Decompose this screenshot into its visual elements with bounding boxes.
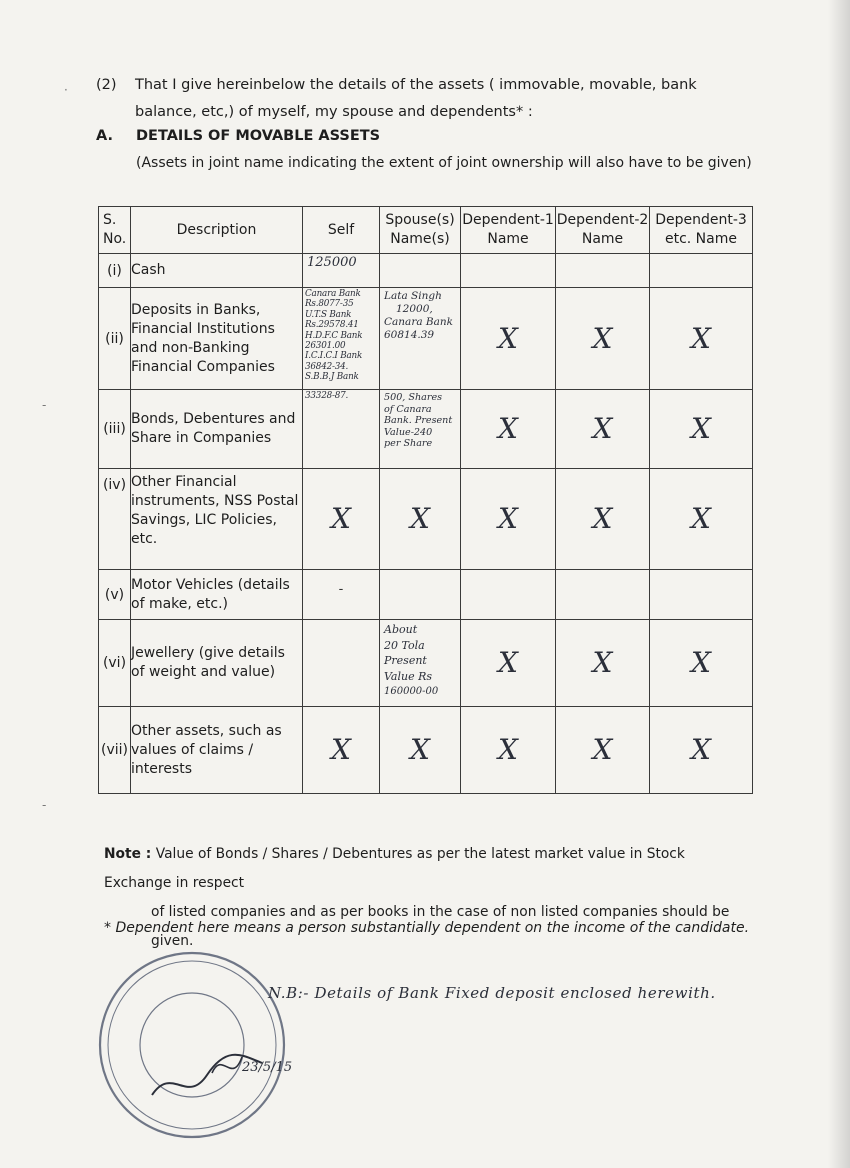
handwritten-line: H.D.F.C Bank <box>305 330 363 341</box>
cell-spouse <box>380 620 461 707</box>
cell-self <box>303 620 380 707</box>
cross-mark: X <box>691 412 711 445</box>
header-dependent-3: Dependent-3 etc. Name <box>650 207 753 254</box>
signature-date: 23/5/15 <box>242 1060 292 1075</box>
cross-mark: X <box>691 502 711 535</box>
section-letter: A. <box>96 128 113 144</box>
cell-dependent-2 <box>556 620 650 707</box>
cell-spouse <box>380 469 461 570</box>
row-number: (vii) <box>99 707 131 794</box>
header-self: Self <box>303 207 380 254</box>
handwritten-line: 12000, <box>396 303 433 315</box>
margin-dot: - <box>42 398 47 412</box>
cell-spouse <box>380 254 461 288</box>
cross-mark: X <box>592 321 613 355</box>
handwritten-line: 60814.39 <box>384 329 435 341</box>
cross-mark: X <box>691 733 711 766</box>
cell-dependent-1 <box>461 707 556 794</box>
table-row <box>99 288 753 390</box>
note-text-line-2: of listed companies and as per books in the case of non listed companies should be given. <box>151 904 730 949</box>
handwritten-line: per Share <box>384 438 433 449</box>
cross-mark: X <box>410 733 430 766</box>
cross-mark: X <box>691 646 711 679</box>
margin-dot: - <box>42 798 47 812</box>
header-dependent-2: Dependent-2 Name <box>556 207 650 254</box>
seal-outer-ring <box>100 953 284 1137</box>
table-row <box>99 707 753 794</box>
cross-mark: X <box>498 321 518 355</box>
row-description: Motor Vehicles (details of make, etc.) <box>131 570 303 620</box>
cell-dependent-3 <box>650 390 753 469</box>
handwritten-line: 160000-00 <box>384 686 439 697</box>
handwritten-line: 20 Tola <box>384 638 425 652</box>
cell-dependent-1 <box>461 469 556 570</box>
row-number: (vi) <box>99 620 131 707</box>
seal-center-ring <box>140 993 244 1097</box>
cell-self <box>303 390 380 469</box>
row-number: (v) <box>99 570 131 620</box>
movable-assets-table <box>98 206 753 794</box>
cell-dependent-3 <box>650 254 753 288</box>
cell-dependent-1 <box>461 254 556 288</box>
cross-mark: X <box>331 733 351 766</box>
official-seal-stamp <box>92 945 292 1145</box>
assets-intro-paragraph <box>96 72 736 126</box>
handwritten-spouse-shares <box>380 390 460 452</box>
cross-mark: X <box>498 733 518 766</box>
table-row <box>99 620 753 707</box>
cross-mark: X <box>592 733 613 766</box>
cross-mark: X <box>498 646 518 679</box>
table-row <box>99 390 753 469</box>
dash-mark: - <box>338 582 344 597</box>
cell-dependent-3 <box>650 570 753 620</box>
dependent-footnote: * Dependent here means a person substantially dependent on the income of the candidate. <box>104 920 750 936</box>
valuation-note <box>104 840 754 956</box>
header-dependent-1: Dependent-1 Name <box>461 207 556 254</box>
cell-dependent-3 <box>650 707 753 794</box>
row-description: Other Financial instruments, NSS Postal Savings, LIC Policies, etc. <box>131 469 303 570</box>
handwritten-line: About <box>384 623 418 636</box>
cell-spouse <box>380 288 461 390</box>
cell-dependent-2 <box>556 288 650 390</box>
cell-spouse <box>380 707 461 794</box>
handwritten-line: Present <box>384 654 427 667</box>
cell-dependent-1 <box>461 288 556 390</box>
cross-mark: X <box>592 412 613 445</box>
handwritten-line: of Canara <box>384 403 432 415</box>
row-number: (iv) <box>99 469 131 570</box>
cell-dependent-2 <box>556 570 650 620</box>
row-number: (ii) <box>99 288 131 390</box>
handwritten-jewellery <box>380 620 460 702</box>
cross-mark: X <box>691 321 711 355</box>
paragraph-number: (2) <box>96 77 117 93</box>
row-description: Cash <box>131 254 303 288</box>
cell-dependent-1 <box>461 390 556 469</box>
row-description: Deposits in Banks, Financial Institutions and non-Banking Financial Companies <box>131 288 303 390</box>
handwritten-line: S.B.B.J Bank <box>305 372 359 383</box>
table-row <box>99 570 753 620</box>
row-number: (i) <box>99 254 131 288</box>
header-spouse: Spouse(s) Name(s) <box>380 207 461 254</box>
section-note: (Assets in joint name indicating the extent of joint ownership will also have to be given) <box>136 155 752 171</box>
cell-dependent-2 <box>556 254 650 288</box>
handwritten-line: I.C.I.C.I Bank <box>305 351 363 362</box>
handwritten-spouse-deposit <box>380 288 460 344</box>
cell-dependent-2 <box>556 707 650 794</box>
handwritten-line: Bank. Present <box>384 415 453 426</box>
handwritten-line: Rs.29578.41 <box>305 320 359 331</box>
handwritten-line: 36842-34. <box>305 361 349 372</box>
row-description: Jewellery (give details of weight and value) <box>131 620 303 707</box>
cell-self <box>303 570 380 620</box>
handwritten-value: 125000 <box>307 255 357 270</box>
handwritten-line: Rs.8077-35 <box>305 299 354 310</box>
table-row <box>99 254 753 288</box>
row-description: Other assets, such as values of claims / interests <box>131 707 303 794</box>
cell-dependent-1 <box>461 570 556 620</box>
cell-spouse <box>380 390 461 469</box>
cell-dependent-1 <box>461 620 556 707</box>
margin-dot: · <box>64 83 68 97</box>
cross-mark: X <box>331 502 351 535</box>
handwritten-line: 26301.00 <box>305 341 346 352</box>
row-description: Bonds, Debentures and Share in Companies <box>131 390 303 469</box>
cell-self <box>303 254 380 288</box>
note-text-line-1: Value of Bonds / Shares / Debentures as per the latest market value in Stock Exchange in respect <box>104 846 685 891</box>
cell-dependent-3 <box>650 469 753 570</box>
cell-self <box>303 707 380 794</box>
handwritten-line: Canara Bank <box>384 316 454 328</box>
cell-spouse <box>380 570 461 620</box>
header-description: Description <box>131 207 303 254</box>
row-number: (iii) <box>99 390 131 469</box>
header-sno: S. No. <box>99 207 131 254</box>
handwritten-line: 33328-87. <box>305 391 349 401</box>
note-label: Note : <box>104 846 152 862</box>
section-title: DETAILS OF MOVABLE ASSETS <box>136 128 381 144</box>
cross-mark: X <box>592 502 613 535</box>
handwritten-bank-note: N.B:- Details of Bank Fixed deposit enclosed herewith. <box>268 984 716 1002</box>
handwritten-line: Canara Bank <box>305 289 361 299</box>
paragraph-text: That I give hereinbelow the details of the assets ( immovable, movable, bank balance, etc,) of myself, my spouse and dependents* : <box>135 77 697 120</box>
cell-dependent-3 <box>650 620 753 707</box>
handwritten-bank-list <box>303 288 379 384</box>
handwritten-line: Lata Singh <box>384 290 442 302</box>
seal-inner-ring <box>108 961 276 1129</box>
handwritten-line: Value Rs <box>384 669 433 683</box>
handwritten-line: U.T.S Bank <box>305 309 352 320</box>
cross-mark: X <box>498 412 518 445</box>
cell-self <box>303 288 380 390</box>
cell-dependent-2 <box>556 390 650 469</box>
handwritten-line: Value-240 <box>384 426 433 438</box>
cross-mark: X <box>410 502 430 535</box>
cell-dependent-2 <box>556 469 650 570</box>
cross-mark: X <box>498 502 518 535</box>
cell-dependent-3 <box>650 288 753 390</box>
table-header-row <box>99 207 753 254</box>
cross-mark: X <box>592 646 613 679</box>
table-row <box>99 469 753 570</box>
cell-self <box>303 469 380 570</box>
section-heading <box>96 128 380 144</box>
handwritten-line: 500, Shares <box>384 392 443 403</box>
page-edge-shadow <box>828 0 850 1168</box>
